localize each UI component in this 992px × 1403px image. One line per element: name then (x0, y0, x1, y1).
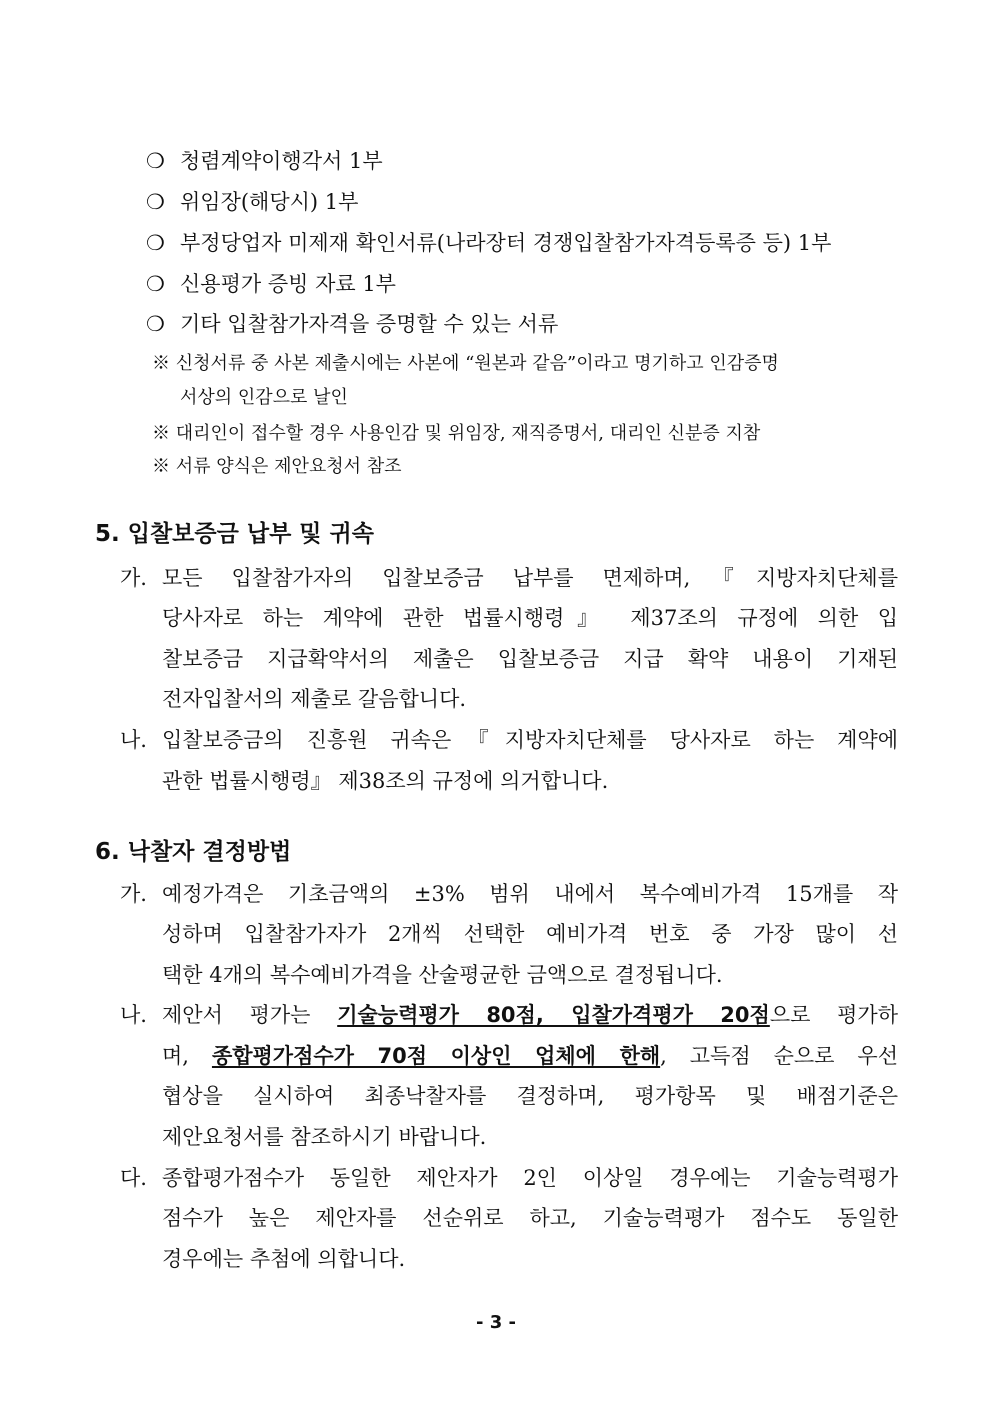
page-number: - 3 - (476, 1312, 516, 1333)
list-item (146, 309, 898, 339)
list-item-text: 청렴계약이행각서 1부 (180, 149, 383, 173)
paragraph-line: 제안요청서를 참조하시기 바랍니다. (162, 1125, 487, 1149)
list-item-text: 신용평가 증빙 자료 1부 (180, 272, 396, 296)
circle-bullet-icon: ❍ (146, 272, 165, 296)
paragraph-line: 나. 제안서 평가는 기술능력평가 80점, 입찰가격평가 20점으로 평가하 (120, 1000, 898, 1030)
item-label: 나. (120, 728, 147, 752)
list-item (146, 146, 898, 176)
note-line: ※ 대리인이 접수할 경우 사용인감 및 위임장, 재직증명서, 대리인 신분증 지참 (152, 423, 761, 444)
list-item-text: 위임장(해당시) 1부 (180, 190, 359, 214)
list-item (146, 187, 898, 217)
paragraph-line: 찰보증금 지급확약서의 제출은 입찰보증금 지급 확약 내용이 기재된 (162, 647, 898, 671)
circle-bullet-icon: ❍ (146, 190, 165, 214)
paragraph-line: 점수가 높은 제안자를 선순위로 하고, 기술능력평가 점수도 동일한 (162, 1206, 898, 1230)
paragraph-line: 당사자로 하는 계약에 관한 법률시행령』 제37조의 규정에 의한 입 (162, 606, 898, 630)
circle-bullet-icon: ❍ (146, 312, 165, 336)
section-heading: 5. 입찰보증금 납부 및 귀속 (95, 521, 374, 547)
item-label: 다. (120, 1166, 147, 1190)
circle-bullet-icon: ❍ (146, 149, 165, 173)
paragraph-line: 협상을 실시하여 최종낙찰자를 결정하며, 평가항목 및 배점기준은 (162, 1084, 898, 1108)
paragraph-line: 가. 모든 입찰참가자의 입찰보증금 납부를 면제하며,『지방자치단체를 (120, 563, 898, 593)
paragraph-line: 나. 입찰보증금의 진흥원 귀속은『지방자치단체를 당사자로 하는 계약에 (120, 725, 898, 755)
list-item-text: 기타 입찰참가자격을 증명할 수 있는 서류 (180, 312, 559, 336)
paragraph-line: 택한 4개의 복수예비가격을 산술평균한 금액으로 결정됩니다. (162, 963, 723, 987)
paragraph-line: 전자입찰서의 제출로 갈음합니다. (162, 687, 467, 711)
list-item-text: 부정당업자 미제재 확인서류(나라장터 경쟁입찰참가자격등록증 등) 1부 (180, 231, 832, 255)
note-line: ※ 서류 양식은 제안요청서 참조 (152, 456, 402, 477)
note-line: ※ 신청서류 중 사본 제출시에는 사본에 “원본과 같음”이라고 명기하고 인감증명 (152, 353, 779, 374)
item-label: 가. (120, 566, 147, 590)
paragraph-line: 며, 종합평가점수가 70점 이상인 업체에 한해, 고득점 순으로 우선 (162, 1044, 898, 1068)
emphasis-text: 종합평가점수가 70점 이상인 업체에 한해 (211, 1044, 661, 1068)
list-item (146, 269, 898, 299)
paragraph-line: 경우에는 추첨에 의합니다. (162, 1247, 406, 1271)
paragraph-line: 가. 예정가격은 기초금액의 ±3% 범위 내에서 복수예비가격 15개를 작 (120, 879, 898, 909)
note-line: 서상의 인감으로 날인 (180, 387, 348, 408)
circle-bullet-icon: ❍ (146, 231, 165, 255)
item-label: 나. (120, 1003, 147, 1027)
item-label: 가. (120, 882, 147, 906)
paragraph-line: 다. 종합평가점수가 동일한 제안자가 2인 이상일 경우에는 기술능력평가 (120, 1163, 898, 1193)
list-item (146, 228, 898, 258)
emphasis-text: 기술능력평가 80점, 입찰가격평가 20점 (337, 1003, 770, 1027)
paragraph-line: 성하며 입찰참가자가 2개씩 선택한 예비가격 번호 중 가장 많이 선 (162, 922, 898, 946)
section-heading: 6. 낙찰자 결정방법 (95, 839, 292, 865)
paragraph-line: 관한 법률시행령』 제38조의 규정에 의거합니다. (162, 769, 609, 793)
